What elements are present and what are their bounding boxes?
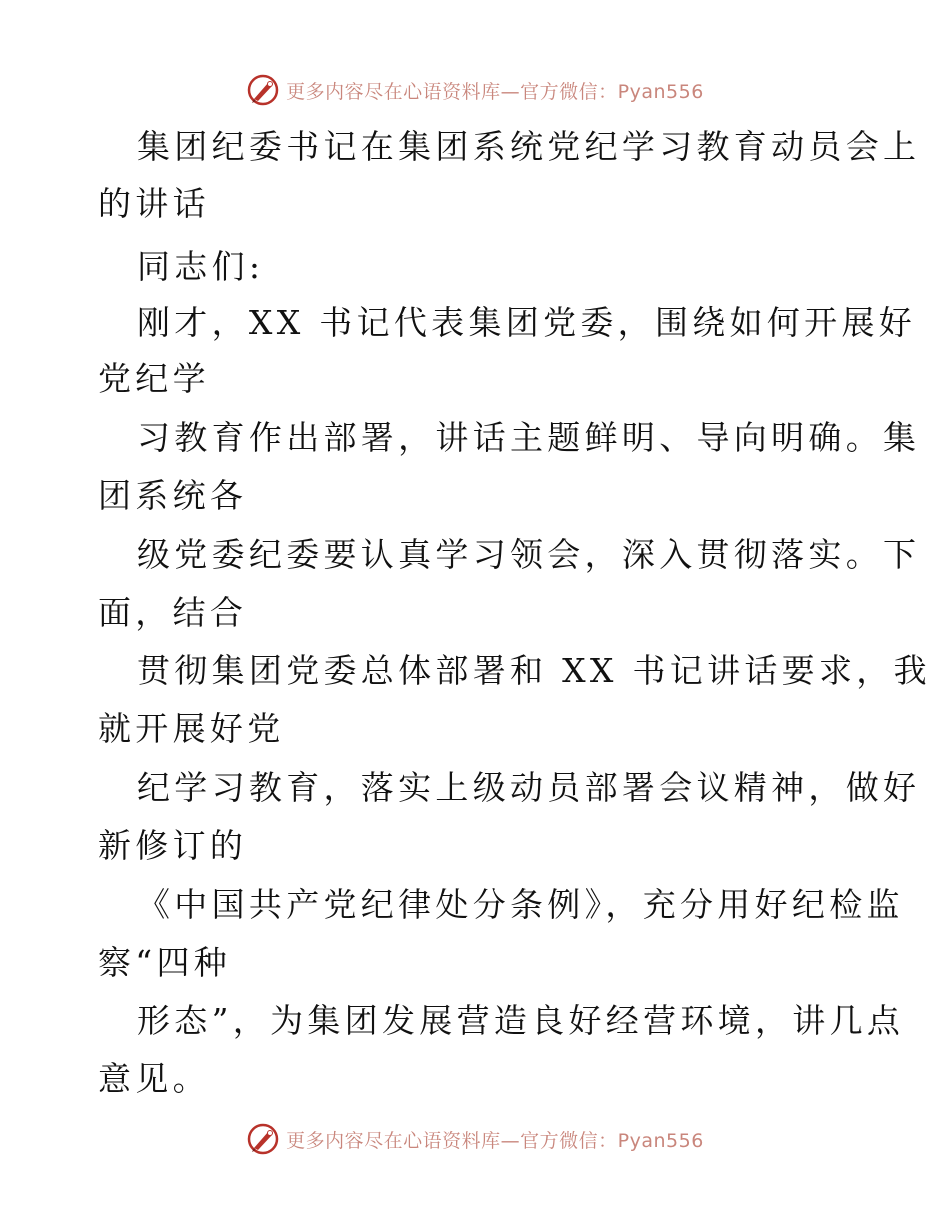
paragraph-line: 刚才，XX 书记代表集团党委，围绕如何开展好 (137, 303, 917, 342)
paragraph-line: 意见。 (98, 1059, 210, 1098)
watermark-group (246, 73, 704, 107)
paragraph-line: 团系统各 (98, 476, 248, 515)
paragraph-line: 的讲话 (98, 184, 210, 223)
paragraph-line: 察“四种 (98, 943, 232, 982)
paragraph-line: 习教育作出部署，讲话主题鲜明、导向明确。集 (137, 418, 921, 457)
header-watermark (0, 70, 950, 110)
paragraph-line: 级党委纪委要认真学习领会，深入贯彻落实。下 (137, 535, 921, 574)
paragraph-line: 新修订的 (98, 826, 248, 865)
paragraph-line: 党纪学 (98, 359, 210, 398)
red-pen-circle-logo-icon (246, 73, 280, 107)
paragraph-line: 贯彻集团党委总体部署和 XX 书记讲话要求，我 (137, 651, 931, 690)
paragraph-line: 形态”，为集团发展营造良好经营环境，讲几点 (137, 1001, 905, 1040)
paragraph-line: 集团纪委书记在集团系统党纪学习教育动员会上 (137, 127, 921, 166)
paragraph-line: 《中国共产党纪律处分条例》，充分用好纪检监 (137, 885, 904, 924)
watermark-group (246, 1122, 704, 1156)
paragraph-line: 纪学习教育，落实上级动员部署会议精神，做好 (137, 768, 921, 807)
watermark-text: 更多内容尽在心语资料库—官方微信：Pyan556 (286, 1129, 704, 1152)
footer-watermark (0, 1119, 950, 1159)
red-pen-circle-logo-icon (246, 1122, 280, 1156)
paragraph-line: 面，结合 (98, 593, 248, 632)
paragraph-line: 就开展好党 (98, 709, 285, 748)
watermark-text: 更多内容尽在心语资料库—官方微信：Pyan556 (286, 80, 704, 103)
salutation-line: 同志们: (137, 247, 265, 286)
